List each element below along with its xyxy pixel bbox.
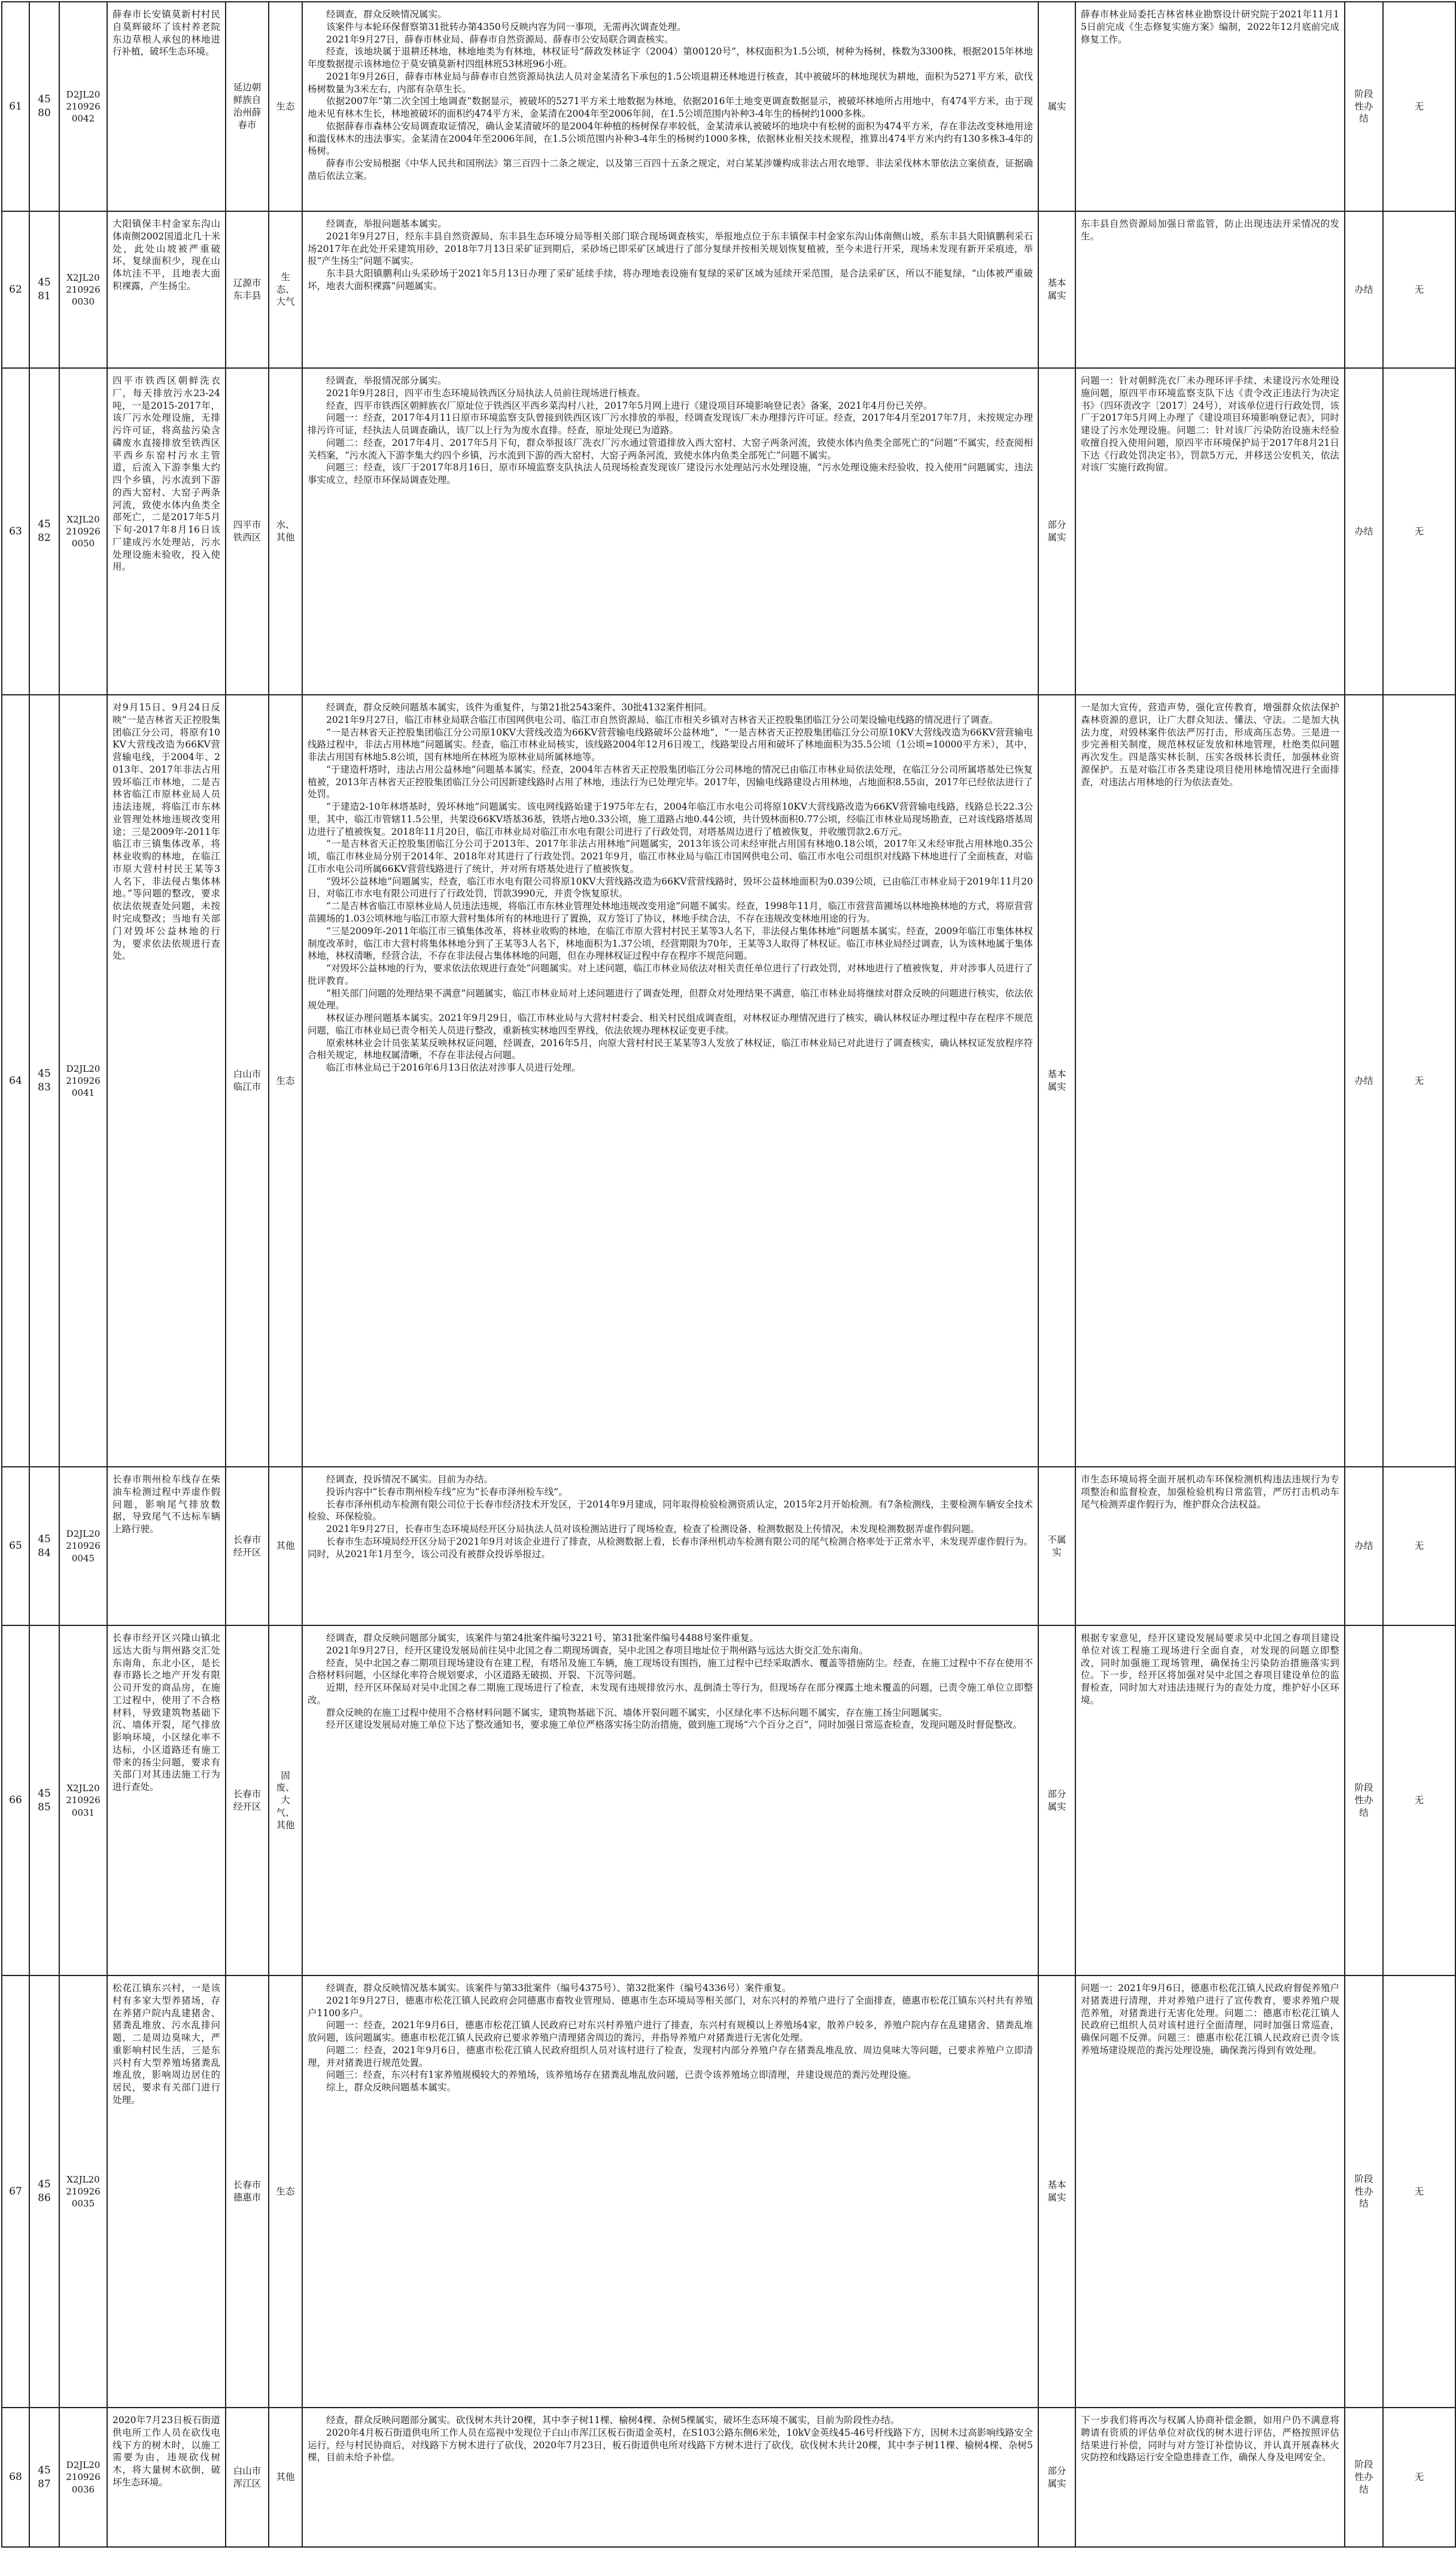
findings-paragraph: 2021年9月28日，四平市生态环境局铁西区分局执法人员前往现场进行核查。 — [326, 387, 646, 399]
code-cell: D2JL20210926 0036 — [59, 2408, 107, 2547]
findings-cell — [302, 1625, 1038, 1975]
accountability-cell: 无 — [1383, 2408, 1455, 2547]
code-cell: X2JL20210926 0035 — [59, 1975, 107, 2408]
rectification-cell: 问题一：针对朝鲜洗衣厂未办理环评手续、未建设污水处理设施问题，原四平市环境监察支队下达《责令改正违法行为决定书》（四环责改字〔2017〕24号），对该单位进行行政处罚，该厂于2017年5月网上办理了《建设项目环境影响登记表》，同时建设了污水处理设施。问题二：针对该厂污染防治设施未经验收擅自投入使用问题，原四平市环境保护局于2017年8月21日下达《行政处罚决定书》，罚款5万元，并移送公安机关，依法对该厂实施行政拘留。 — [1075, 368, 1345, 695]
verified-cell: 不属实 — [1038, 1467, 1075, 1625]
status-cell: 办结 — [1345, 1467, 1383, 1625]
seq-cell: 61 — [2, 2, 29, 211]
table-row — [2, 1625, 1455, 1975]
admin-region-cell: 白山市浑江区 — [226, 2408, 269, 2547]
accountability-cell: 无 — [1383, 368, 1455, 695]
rectification-cell: 东丰县自然资源局加强日常监管，防止出现违法开采情况的发生。 — [1075, 211, 1345, 368]
findings-paragraph: “于建造杆塔时，违法占用公益林地”问题基本属实。经查，2004年吉林省天正控股集团临江分公司林地的情况已由临江市林业局依法处理，在临江分公司所属塔基处已恢复植被，2013年吉林省天正控股集团临江分公司因新建线路时占用了林地，违法行为已处理完毕。2017年，因输电线路建设占用林地，占地面积8.55亩，2017年已经依法进行了处罚。 — [308, 764, 1033, 800]
findings-paragraph: 群众反映的在施工过程中使用不合格材料问题不属实，建筑物基础下沉、墙体开裂问题不属实，小区绿化率不达标问题不属实，存在施工扬尘问题属实。 — [326, 1707, 948, 1718]
code-cell: X2JL20210926 0031 — [59, 1625, 107, 1975]
findings-paragraph: 经查，四平市铁西区朝鲜族衣厂原址位于铁西区平西乡菜沟村八社，2017年5月网上进行《建设项目环境影响登记表》备案，2021年4月份已关停。 — [326, 400, 933, 411]
table-row — [2, 2408, 1455, 2547]
rectification-cell: 市生态环境局将全面开展机动车环保检测机构违法违规行为专项整治和监督检查，加强检验机构日常监管，严厉打击机动车尾气检测弄虚作假行为，维护群众合法权益。 — [1075, 1467, 1345, 1625]
admin-region-cell: 白山市临江市 — [226, 695, 269, 1467]
admin-region-cell: 辽源市东丰县 — [226, 211, 269, 368]
table-row — [2, 2, 1455, 211]
findings-paragraph: “一是吉林省天正控股集团临江分公司于2013年、2017年非法占用林地”问题属实，2013年该公司未经审批占用国有林地0.18公顷，2017年又未经审批占用林地0.35公顷，临江市林业局分别于2014年、2018年对其进行了行政处罚。2021年9月，临江市林业局与临江市国网供电公司、临江市水电公司组织对线路下林地进行了全面核查，对临江市水电公司所属66KV营营线路进行了统计，并对所有塔基处进行了植被恢复。 — [308, 838, 1033, 874]
seq-cell: 68 — [2, 2408, 29, 2547]
pollution-type-cell: 生态、大气 — [269, 211, 302, 368]
complaint-cell: 薛春市长安镇莫新村村民自莫辉破坏了该村养老院东边草根人承包的林地进行补植，破坏生态环境。 — [107, 2, 226, 211]
findings-paragraph: 2020年4月板石街道供电所工作人员在巡视中发现位于白山市浑江区板石街道金英村，在S103公路东侧6米处，10kV金英线45-46号杆线路下方，因树木过高影响线路安全运行，经与村民协商后，对线路下方树木进行了砍伐，2020年7月23日，板石街道供电所对线路下方树木进行了砍伐，砍伐树木共计20棵，其中李子树11棵、榆树4棵、杂树5棵，目前未给予补偿。 — [308, 2427, 1033, 2463]
pollution-type-cell: 生态 — [269, 1975, 302, 2408]
findings-paragraph: 经调查，投诉情况不属实。目前为办结。 — [326, 1474, 494, 1485]
findings-cell — [302, 1975, 1038, 2408]
rectification-cell: 下一步我们将再次与权属人协商补偿金额，如用户仍不满意将聘请有资质的评估单位对砍伐的树木进行评估，严格按照评估结果进行补偿，同时与对方签订补偿协议，并认真开展森林火灾防控和线路运行安全隐患排查工作，确保人身及电网安全。 — [1075, 2408, 1345, 2547]
admin-region-cell: 延边朝鲜族自治州薛春市 — [226, 2, 269, 211]
complaint-cell: 四平市铁西区朝鲜洗衣厂，每天排放污水23-24吨，一是2015-2017年，该厂污水处理设施，无排污许可证，将高盐污染含磷废水直接排放至铁西区平西乡东窑村污水主管道，后流入下游李集大约四个乡镇，污水流到下游的西大窑村、大窑子两条河流，致使水体内鱼类全部死亡，二是2017年5月下旬-2017年8月16日该厂建成污水处理站，污水处理设施未验收，投入使用。 — [107, 368, 226, 695]
accountability-cell: 无 — [1383, 2, 1455, 211]
pollution-type-cell: 固废、大气、其他 — [269, 1625, 302, 1975]
findings-paragraph: 经开区建设发展局对施工单位下达了整改通知书，要求施工单位严格落实扬尘防治措施，做到施工现场“六个百分之百”，同时加强日常巡查检查，发现问题及时督促整改。 — [326, 1719, 1022, 1731]
findings-paragraph: 经调查，群众反映情况属实。 — [326, 9, 447, 20]
complaint-cell: 2020年7月23日板石街道供电所工作人员在砍伐电线下方的树木时，以施工需要为由，违规砍伐树木，将大量树木砍倒，破坏生态环境。 — [107, 2408, 226, 2547]
findings-paragraph: 2021年9月27日，经东丰县自然资源局、东丰县生态环境分局等相关部门联合现场调查核实，举报地点位于东丰镇保丰村金家东沟山体南侧山坡，系东丰县大阳镇鹏利采石场2017年在此处开采建筑用砂，2018年7月13日采矿证到期后，采砂场已即采矿区域进行了部分复绿并按相关规划恢复植被，至今未进行开采，现场未发现有新开采痕迹，举报“产生扬尘”问题不属实。 — [308, 230, 1033, 267]
verified-cell: 基本属实 — [1038, 211, 1075, 368]
case-table — [1, 1, 1456, 2548]
seq-cell: 62 — [2, 211, 29, 368]
findings-paragraph: 问题三：经查，该厂于2017年8月16日，原市环境监察支队执法人员现场检查发现该厂建设污水处理站污水处理设施，“污水处理设施未经验收，投入使用”问题属实，违法事实成立，经原市环保局调查处理。 — [308, 462, 1033, 486]
findings-cell — [302, 695, 1038, 1467]
complaint-cell: 大阳镇保丰村金家东沟山体南侧2002国道北几十米处，此处山坡被严重破坏，复绿面积少，现在山体坑洼不平，且地表大面积裸露，产生扬尘。 — [107, 211, 226, 368]
code-cell: X2JL20210926 0050 — [59, 368, 107, 695]
findings-paragraph: 2021年9月27日，临江市林业局联合临江市国网供电公司、临江市自然资源局、临江市相关乡镇对吉林省天正控股集团临江分公司架设输电线路的情况进行了调查。 — [326, 714, 999, 725]
findings-paragraph: 2021年9月27日，经开区建设发展局前往吴中北国之春二期现场调查，吴中北国之春项目地址位于荆州路与远达大街交汇处东南角。 — [326, 1645, 869, 1656]
findings-paragraph: 问题二：经查，2017年4月、2017年5月下旬，群众举报该厂洗衣厂污水通过管道排放入西大窑村、大窑子两条河流，致使水体内鱼类全部死亡的“问题”不属实，经查阅相关档案，“污水流入下游李集大约四个乡镇，污水流到下游的西大窑村、大窑子两条河流，致使水体内鱼类全部死亡”问题不属实。 — [308, 437, 1033, 461]
code-cell: X2JL20210926 0030 — [59, 211, 107, 368]
findings-paragraph: 经查，群众反映问题部分属实。砍伐树木共计20棵，其中李子树11棵、榆树4棵、杂树5棵属实，破坏生态环境不属实，目前为阶段性办结。 — [326, 2415, 900, 2426]
findings-paragraph: 原索林林业会计员张某某反映林权证问题，经调查，2016年5月，向原大营村村民王某某等3人发放了林权证，临江市林业局已对此进行了调查核实，确认林权证发放程序符合相关规定，林地权属清晰，不存在非法侵占问题。 — [308, 1037, 1033, 1061]
code-cell: D2JL20210926 0045 — [59, 1467, 107, 1625]
rectification-cell: 根据专家意见，经开区建设发展局要求吴中北国之春项目建设单位对该工程施工现场进行全面自查，对发现的问题立即整改，同时加强施工现场管理，确保扬尘污染防治措施落实到位。下一步，经开区将加强对吴中北国之春项目建设单位的监督检查，同时加大对违法违规行为的查处力度，维护好小区环境。 — [1075, 1625, 1345, 1975]
findings-paragraph: 经查，该地块属于退耕还林地，林地地类为有林地，林权证号“薛政发林证字（2004）第00120号”，林权面积为1.5公顷，树种为杨树，株数为3300株，根据2015年林地年度数据提示该林地位于莫安镇莫新村四组林班53林班96小班。 — [308, 46, 1033, 70]
findings-paragraph: 问题三：经查，东兴村有1家养殖规模较大的养殖场，该养殖场存在猪粪乱堆乱放问题，已责令该养殖场立即清理，并建设规范的粪污处理设施。 — [326, 2069, 917, 2081]
table-row — [2, 1975, 1455, 2408]
code-cell: D2JL20210926 0041 — [59, 695, 107, 1467]
findings-paragraph: “三是2009年-2011年临江市三镇集体改革，将林业收购的林地，在临江市原大营村村民王某等3人名下，非法侵占集体林地”问题基本属实。经查，2009年临江市集体林权制度改革时，临江市大营村将集体林地分到了王某等3人名下，林地面积为1.37公顷，经营期限为70年，王某等3人取得了林权证。临江市林业局经过调查，认为该林地属于集体林地，林权清晰，经营合法，不存在非法侵占集体林地的问题，但在办理林权证过程中存在程序不规范问题。 — [308, 925, 1033, 962]
id-cell: 4586 — [29, 1975, 59, 2408]
findings-paragraph: 经调查，群众反映情况基本属实。该案件与第33批案件（编号4375号）、第32批案件（编号4336号）案件重复。 — [326, 1983, 792, 1993]
findings-paragraph: 经查，吴中北国之春二期项目现场建设有在建工程，有塔吊及施工车辆，施工现场设有围挡，施工过程中已经采取洒水、覆盖等措施防尘。经查，在施工过程中不存在使用不合格材料问题，小区绿化率符合规划要求，小区道路无破损、开裂、下沉等问题。 — [308, 1657, 1033, 1681]
seq-cell: 66 — [2, 1625, 29, 1975]
findings-cell — [302, 1467, 1038, 1625]
findings-paragraph: 临江市林业局已于2016年6月13日依法对涉事人员进行处理。 — [326, 1062, 581, 1074]
findings-cell — [302, 368, 1038, 695]
rectification-cell: 薛春市林业局委托吉林省林业勘察设计研究院于2021年11月15日前完成《生态修复实施方案》编制，2022年12月底前完成修复工作。 — [1075, 2, 1345, 211]
table-row — [2, 1467, 1455, 1625]
findings-cell — [302, 2408, 1038, 2547]
admin-region-cell: 四平市铁西区 — [226, 368, 269, 695]
admin-region-cell: 长春市经开区 — [226, 1467, 269, 1625]
admin-region-cell: 长春市德惠市 — [226, 1975, 269, 2408]
findings-paragraph: 依据2007年“第二次全国土地调查”数据显示，被破坏的5271平方米土地数据为林地，依据2016年土地变更调查数据显示，被破坏林地所占用地中，有474平方米，由于现地未见有林木生长，林地被破坏的面积约474平方米，金某清在2004年至2006年间，在1.5公顷范围内补种3-4年生的杨树约1000多株。 — [308, 96, 1033, 120]
findings-paragraph: 投诉内容中“长春市荆州检车线”应为“长春市泽州检车线”。 — [326, 1486, 568, 1497]
findings-paragraph: 薛春市公安局根据《中华人民共和国刑法》第三百四十二条之规定，以及第三百四十五条之规定，对白某某涉嫌构成非法占用农地罪、非法采伐林木罪依法立案侦查，证据确凿后依法立案。 — [308, 158, 1033, 181]
findings-paragraph: 经调查，群众反映问题基本属实，该件为重复件，与第21批2543案件、30批4132案件相同。 — [326, 702, 713, 713]
findings-paragraph: “于建造2-10年林塔基时，毁坏林地”问题属实。该电网线路始建于1975年左右，2004年临江市水电公司将原10KV大营线路改造为66KV营营输电线路，线路总长22.3公里，其中，临江市管辖11.5公里，共架设66KV塔基36基，铁塔占地0.33公顷，施工道路占地0.44公顷，共计毁林面积0.77公顷，经临江市林业局现场勘查，已对该线路塔基周边进行了植被恢复。2018年11月20日，临江市林业局对临江市水电有限公司进行了行政处罚，对塔基周边进行了植被恢复，并收缴罚款2.6万元。 — [308, 801, 1033, 837]
seq-cell: 65 — [2, 1467, 29, 1625]
id-cell: 4585 — [29, 1625, 59, 1975]
table-row — [2, 695, 1455, 1467]
findings-paragraph: “相关部门问题的处理结果不满意”问题属实，临江市林业局对上述问题进行了调查处理，但群众对处理结果不满意，临江市林业局将继续对群众反映的问题进行核实，依法依规处理。 — [308, 987, 1033, 1011]
findings-paragraph: “对毁坏公益林地的行为，要求依法依规进行查处”问题属实。对上述问题，临江市林业局依法对相关责任单位进行了行政处罚，对林地进行了植被恢复，并对涉事人员进行了批评教育。 — [308, 963, 1033, 986]
pollution-type-cell: 生态 — [269, 695, 302, 1467]
complaint-cell: 对9月15日、9月24日反映“一是吉林省天正控股集团临江分公司，将原有10KV大营线改造为66KV营营输电线，于2004年、2013年、2017年非法占用毁坏临江市林地，二是吉林省临江市原林业局人员违法违规，将临江市东林业管理处林地违规改变用途；三是2009年-2011年临江市三镇集体改革，将林业收购的林地，在临江市原大营村村民王某等3人名下，非法侵占集体林地。”等问题的整改，要求依法依规查处问题，未按时完成整改；当地有关部门对毁坏公益林地的行为，要求依法依规进行查处。 — [107, 695, 226, 1467]
findings-paragraph: 问题一：经查，2017年4月11日原市环境监察支队曾接到铁西区该厂污水排放的举报，经调查发现该厂未办理排污许可证。经查，2017年4月至2017年7月，未按规定办理排污许可证，经执法人员调查确认，该厂以上行为为废水直排。经查，原址处现已为道路。 — [308, 412, 1033, 436]
id-cell: 4587 — [29, 2408, 59, 2547]
findings-paragraph: 近期，经开区环保局对吴中北国之春二期施工现场进行了检查，未发现有违规排放污水、乱倒渣土等行为，但现场存在部分裸露土地未覆盖的问题，已责令施工单位立即整改。 — [308, 1682, 1033, 1706]
findings-paragraph: 经调查，群众反映问题部分属实，该案件与第24批案件编号3221号、第31批案件编号4488号案件重复。 — [326, 1633, 759, 1643]
complaint-cell: 松花江镇东兴村，一是该村有多家大型养猪场，存在养猪户院内乱建猪舍、猪粪乱堆放、污水乱排问题，二是周边臭味大，严重影响村民生活，三是东兴村有大型养殖场猪粪乱堆乱放，影响周边居住的居民，要求有关部门进行处理。 — [107, 1975, 226, 2408]
findings-paragraph: 综上，群众反映问题基本属实。 — [326, 2082, 457, 2093]
findings-paragraph: 经调查，举报情况部分属实。 — [326, 375, 447, 386]
id-cell: 4582 — [29, 368, 59, 695]
findings-paragraph: 该案件与本轮环保督察第31批转办第4350号反映内容为同一事项，无需再次调查处理。 — [326, 21, 686, 32]
status-cell: 阶段性办结 — [1345, 2408, 1383, 2547]
complaint-cell: 长春市荆州检车线存在柴油车检测过程中弄虚作假问题，影响尾气排放数据，导致尾气不达标车辆上路行驶。 — [107, 1467, 226, 1625]
findings-paragraph: 2021年9月27日，长春市生态环境局经开区分局执法人员对该检测站进行了现场检查，检查了检测设备、检测数据及上传情况，未发现检测数据弄虚作假问题。 — [326, 1524, 980, 1535]
findings-paragraph: 问题二：经查，2021年9月6日，德惠市松花江镇人民政府组织人员对该村进行了检查，发现村内部分养殖户存在猪粪乱堆乱放、周边臭味大等问题，已要求养殖户立即清理，并对猪粪进行规范处置。 — [308, 2044, 1033, 2068]
findings-paragraph: “毁坏公益林地”问题属实，经查，临江市水电有限公司将原10KV大营线路改造为66KV营营线路时，毁坏公益林地面积为0.039公顷，已由临江市林业局于2019年11月20日，对临江市水电有限公司进行了行政处罚，罚款3990元，并责令恢复原状。 — [308, 876, 1033, 899]
findings-paragraph: 东丰县大阳镇鹏利山头采砂场于2021年5月13日办理了采矿延续手续，将办理地表设施有复绿的采矿区域为延续开采范围，是合法采矿区，所以不能复绿，“山体被严重破坏，地表大面积裸露”问题属实。 — [308, 268, 1033, 291]
admin-region-cell: 长春市经开区 — [226, 1625, 269, 1975]
findings-cell — [302, 211, 1038, 368]
status-cell: 阶段性办结 — [1345, 1975, 1383, 2408]
accountability-cell: 无 — [1383, 1625, 1455, 1975]
status-cell: 办结 — [1345, 695, 1383, 1467]
accountability-cell: 无 — [1383, 1467, 1455, 1625]
pollution-type-cell: 生态 — [269, 2, 302, 211]
accountability-cell: 无 — [1383, 211, 1455, 368]
table-row — [2, 211, 1455, 368]
verified-cell: 部分属实 — [1038, 1625, 1075, 1975]
seq-cell: 63 — [2, 368, 29, 695]
pollution-type-cell: 其他 — [269, 2408, 302, 2547]
findings-paragraph: 经调查，举报问题基本属实。 — [326, 218, 447, 229]
rectification-cell: 一是加大宣传，营造声势，强化宣传教育，增强群众依法保护森林资源的意识，让广大群众知法、懂法、守法。二是加大执法力度，对毁林案件依法严厉打击，形成高压态势。三是进一步完善相关制度，规范林权证发放和林地管理，杜绝类似问题再次发生。四是落实林长制，压实各级林长责任，加强林业资源保护。五是对临江市各类建设项目使用林地情况进行全面排查，对违法占用林地的行为依法查处。 — [1075, 695, 1345, 1467]
findings-paragraph: 2021年9月26日，薛春市林业局与薛春市自然资源局执法人员对金某清名下承包的1.5公顷退耕还林地进行核查，其中被破坏的林地现状为耕地，面积为5271平方米，砍伐杨树数量为3米左右，内部有杂草生长。 — [308, 71, 1033, 95]
findings-cell — [302, 2, 1038, 211]
findings-paragraph: “二是吉林省临江市原林业局人员违法违规，将临江市东林业管理处林地违规改变用途”问题不属实。经查，1998年11月，临江市营营苗圃场以林地换林地的方式，将原营营苗圃场的1.03公顷林地与临江市原大营村集体所有的林地进行了置换，双方签订了协议，林地手续合法，不存在违规改变林地用途的行为。 — [308, 901, 1033, 925]
accountability-cell: 无 — [1383, 1975, 1455, 2408]
verified-cell: 部分属实 — [1038, 368, 1075, 695]
rectification-cell: 问题一：2021年9月6日，德惠市松花江镇人民政府督促养殖户对猪粪进行清理，并对养殖户进行了宣传教育，要求养殖户规范养殖，对猪粪进行无害化处理。问题二：德惠市松花江镇人民政府已组织人员对该村进行全面清理，同时加强日常巡查，确保问题不反弹。问题三：德惠市松花江镇人民政府已责令该养殖场建设规范的粪污处理设施，确保粪污得到有效处理。 — [1075, 1975, 1345, 2408]
id-cell: 4580 — [29, 2, 59, 211]
status-cell: 阶段性办结 — [1345, 1625, 1383, 1975]
seq-cell: 67 — [2, 1975, 29, 2408]
findings-paragraph: 2021年9月27日，德惠市松花江镇人民政府会同德惠市畜牧业管理局、德惠市生态环境局等相关部门，对东兴村的养殖户进行了全面排查，德惠市松花江镇东兴村共有养殖户1100多户。 — [308, 1995, 1033, 2019]
findings-paragraph: 依据薛春市森林公安局调查取证情况，确认金某清破坏的是2004年种植的杨树保存率较低，金某清承认被破坏的地块中有松树的面积为474平方米，存在非法改变林地用途和滥伐林木的违法事实。金某清在2004年至2006年间，在1.5公顷范围内补种3-4年生的杨树约1000多株，依据林业相关技术规程，推算出474平方米内约有130多株3-4年的杨树。 — [308, 120, 1033, 157]
findings-paragraph: “一是吉林省天正控股集团临江分公司原10KV大营线改造为66KV营营输电线路破坏公益林地”，“一是吉林省天正控股集团临江分公司原10KV大营线改造为66KV营营输电线路过程中，非法占用林地”问题属实。经查，临江市林业局核实，该线路2004年12月6日竣工，线路架设占用和破坏了林地面积为35.5公顷（1公顷=10000平方米），其中，非法占用国有林地5.8公顷，国有林地所在林班为原林业局所属林地等。 — [308, 727, 1033, 763]
verified-cell: 基本属实 — [1038, 695, 1075, 1467]
findings-paragraph: 长春市生态环境局经开区分局于2021年9月对该企业进行了排查，从检测数据上看，长春市泽州机动车检测有限公司的尾气检测合格率处于正常水平，未发现弄虚作假行为。同时，从2021年1月至今，该公司没有被群众投诉举报过。 — [308, 1536, 1033, 1560]
table-row — [2, 368, 1455, 695]
pollution-type-cell: 其他 — [269, 1467, 302, 1625]
id-cell: 4583 — [29, 695, 59, 1467]
seq-cell: 64 — [2, 695, 29, 1467]
status-cell: 办结 — [1345, 368, 1383, 695]
verified-cell: 部分属实 — [1038, 2408, 1075, 2547]
accountability-cell: 无 — [1383, 695, 1455, 1467]
code-cell: D2JL20210926 0042 — [59, 2, 107, 211]
complaint-cell: 长春市经开区兴隆山镇北远达大街与荆州路交汇处东南角，东北小区，是长春市路长之地产开发有限公司开发的商品房，在施工过程中，使用了不合格材料，导致建筑物基础下沉、墙体开裂，尾气排放影响环境，小区绿化率不达标，小区道路还有施工带来的扬尘问题，要求有关部门对其违法施工行为进行查处。 — [107, 1625, 226, 1975]
findings-paragraph: 2021年9月27日，薛春市林业局、薛春市自然资源局、薛春市公安局联合调查核实。 — [326, 34, 674, 45]
findings-paragraph: 问题一：经查，2021年9月6日，德惠市松花江镇人民政府已对东兴村养殖户进行了排查，东兴村有规模以上养殖场4家，散养户较多，养殖户院内存在乱建猪舍、猪粪乱堆放问题，该问题属实。德惠市松花江镇人民政府已要求养殖户清理猪舍周边的粪污，并指导养殖户对猪粪进行无害化处理。 — [308, 2020, 1033, 2044]
id-cell: 4581 — [29, 211, 59, 368]
status-cell: 阶段性办结 — [1345, 2, 1383, 211]
id-cell: 4584 — [29, 1467, 59, 1625]
findings-paragraph: 长春市泽州机动车检测有限公司位于长春市经济技术开发区，于2014年9月建成，同年取得检验检测资质认定，2015年2月开始检测。有7条检测线，主要检测车辆安全技术检验、环保检验。 — [308, 1499, 1033, 1522]
verified-cell: 基本属实 — [1038, 1975, 1075, 2408]
findings-paragraph: 林权证办理问题基本属实。2021年9月29日，临江市林业局与大营村村委会、相关村民组成调查组，对林权证办理情况进行了核实，确认林权证办理过程中存在程序不规范问题，临江市林业局已责令相关人员进行整改，重新核实林地四至界线，依法依规办理林权证变更手续。 — [308, 1013, 1033, 1036]
verified-cell: 属实 — [1038, 2, 1075, 211]
status-cell: 办结 — [1345, 211, 1383, 368]
pollution-type-cell: 水、其他 — [269, 368, 302, 695]
